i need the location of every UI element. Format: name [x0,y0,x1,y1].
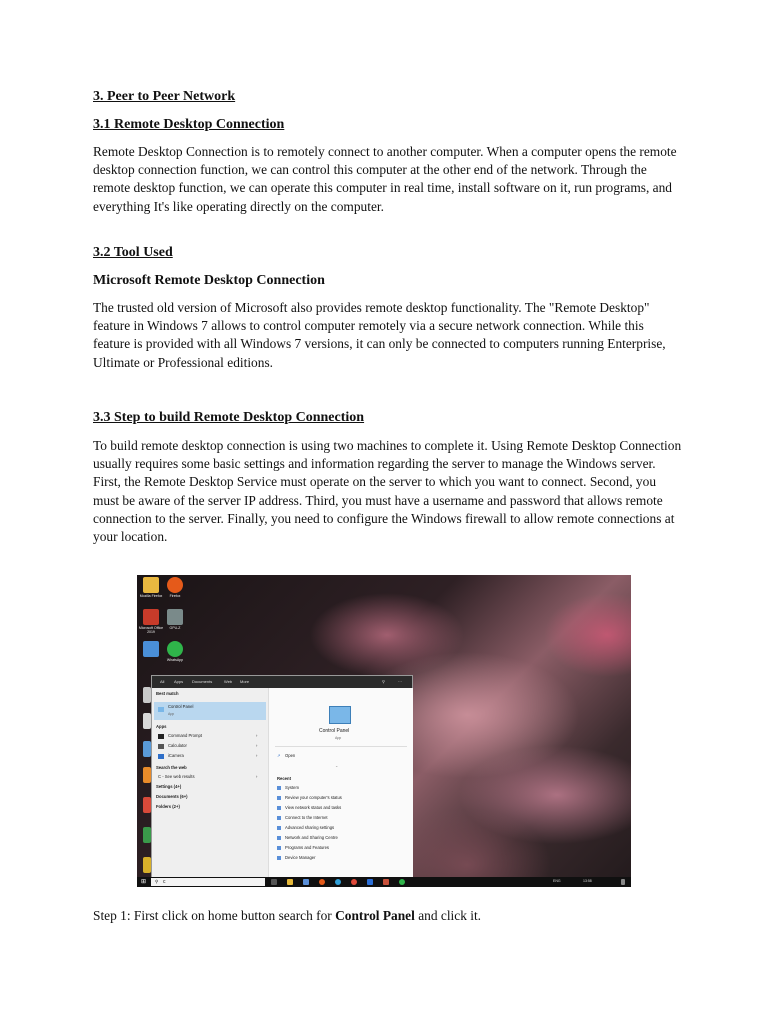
sharing-centre-icon [277,836,281,840]
taskbar-search-box[interactable] [151,878,265,886]
calculator-icon [158,744,164,749]
control-panel-large-icon [329,706,351,724]
search-web-item[interactable]: C - See web results [158,774,195,779]
best-match-label: Best match [156,691,179,696]
section-heading-3-3: 3.3 Step to build Remote Desktop Connection [93,410,365,425]
desktop-icon-label: Mozilla Firefox [139,594,163,598]
windows-start-icon[interactable]: ⊞ [141,879,147,885]
office-icon [143,609,159,625]
file-explorer-icon[interactable] [287,879,293,885]
powerpoint-icon[interactable] [383,879,389,885]
firefox-taskbar-icon[interactable] [319,879,325,885]
whatsapp-icon [167,641,183,657]
chevron-right-icon[interactable]: › [256,733,258,738]
programs-icon [277,846,281,850]
apps-label: Apps [156,724,167,729]
best-match-sub: App [168,712,175,716]
chevron-right-icon[interactable]: › [256,774,258,779]
task-view-icon[interactable] [271,879,277,885]
tray-clock[interactable]: 13:58 [583,879,592,883]
paragraph-tool-used: The trusted old version of Microsoft also provides remote desktop functionality. The "Remote Desktop" feature in Windows 7 allows to control computer remotely via a secure network connection. While this feature is provided with all Windows 7 versions, it can only be connected to computers running Enterprise, Ultimate or Professional editions. [93,300,666,370]
device-manager-icon [277,856,281,860]
app-command-prompt[interactable]: Command Prompt [168,733,202,738]
edge-icon[interactable] [335,879,341,885]
results-list [152,688,268,878]
chevron-right-icon[interactable]: › [256,743,258,748]
recent-item[interactable]: Programs and Features [285,845,329,850]
chrome-icon[interactable] [351,879,357,885]
network-icon [143,641,159,657]
app-icon [143,687,151,703]
settings-label[interactable]: Settings (4+) [156,784,182,789]
preview-pane [268,688,413,878]
network-icon [277,806,281,810]
recent-item[interactable]: System [285,785,299,790]
recent-item[interactable]: Network and Sharing Centre [285,835,338,840]
step-1-after: and click it. [414,908,482,923]
section-heading-3: 3. Peer to Peer Network [93,89,236,104]
search-query: c [163,879,166,885]
app-icamera[interactable]: iCamera [168,753,184,758]
app-calculator[interactable]: Calculator [168,743,187,748]
windows-screenshot [137,575,631,887]
sharing-icon [277,826,281,830]
section-heading-3-2: 3.2 Tool Used [93,245,173,260]
recent-item[interactable]: Connect to the Internet [285,815,328,820]
folder-icon [143,577,159,593]
firefox-icon [167,577,183,593]
best-match-title: Control Panel [168,704,194,709]
recent-item[interactable]: Review your computer's status [285,795,342,800]
internet-icon [277,816,281,820]
recent-item[interactable]: Advanced sharing settings [285,825,335,830]
open-icon: ↗ [277,753,281,758]
store-icon[interactable] [303,879,309,885]
documents-label[interactable]: Documents (6+) [156,794,188,799]
open-action[interactable]: Open [285,753,296,758]
taskbar [137,877,631,887]
preview-title: Control Panel [319,728,350,734]
search-web-label: Search the web [156,765,187,770]
divider [275,746,407,747]
search-glass-icon: ⚲ [155,879,159,884]
desktop-icon-label: Microsoft Office 2019 [138,626,164,634]
feedback-icon[interactable]: ⚲ [382,679,385,684]
status-icon [277,796,281,800]
tool-name-heading: Microsoft Remote Desktop Connection [93,273,325,288]
step-1-before: Step 1: First click on home button search for [93,908,336,923]
recent-label: Recent [277,776,291,781]
word-icon[interactable] [367,879,373,885]
preview-sub: App [335,736,342,740]
folders-label[interactable]: Folders (2+) [156,804,180,809]
app-icon [143,827,151,843]
chevron-right-icon[interactable]: › [256,753,258,758]
app-icon [143,797,151,813]
system-icon [277,786,281,790]
desktop-icon-label: Firefox [169,594,181,598]
tab-all[interactable]: All [160,679,165,684]
tab-apps[interactable]: Apps [174,679,184,684]
paragraph-steps: To build remote desktop connection is using two machines to complete it. Using Remote Desktop Connection usually requires some basic settings and information regarding the server to manage the Windows server. First, the Remote Desktop Service must operate on the server to which you want to connect. Second, you must be aware of the server IP address. Third, you must have a username and password that allows remote connection to the server. Finally, you need to configure the Windows firewall to allow remote connections at your location. [93,438,682,545]
command-prompt-icon [158,734,164,739]
chevron-down-icon[interactable]: ⌄ [335,763,339,768]
control-panel-icon [158,707,164,712]
paragraph-remote-desktop: Remote Desktop Connection is to remotely connect to another computer. When a computer opens the remote desktop connection function, we can control this computer at the other end of the network. Through the remote desktop function, we can operate this computer in real time, install software on it, run programs, and everything It's like operating directly on the computer. [93,144,677,214]
tab-web[interactable]: Web [224,679,233,684]
whatsapp-taskbar-icon[interactable] [399,879,405,885]
more-options-icon[interactable]: ⋯ [398,679,402,684]
gpu-icon [167,609,183,625]
tray-lang[interactable]: ENG [553,879,561,883]
section-heading-3-1: 3.1 Remote Desktop Connection [93,117,285,132]
tab-documents[interactable]: Documents [192,679,213,684]
recent-item[interactable]: View network status and tasks [285,805,342,810]
step-1-bold: Control Panel [335,908,415,923]
app-icon [143,741,151,757]
notification-icon[interactable] [621,879,625,885]
desktop-icon-label: WhatsApp [166,658,184,662]
tab-more[interactable]: More [240,679,250,684]
app-icon [143,767,151,783]
search-tabs-bar [152,676,412,688]
camera-icon [158,754,164,759]
start-menu-search [151,675,413,879]
app-icon [143,857,151,873]
desktop-icon-label: GPU-Z [169,626,181,630]
step-1-text [93,907,481,925]
app-icon [143,713,151,729]
recent-item[interactable]: Device Manager [285,855,316,860]
